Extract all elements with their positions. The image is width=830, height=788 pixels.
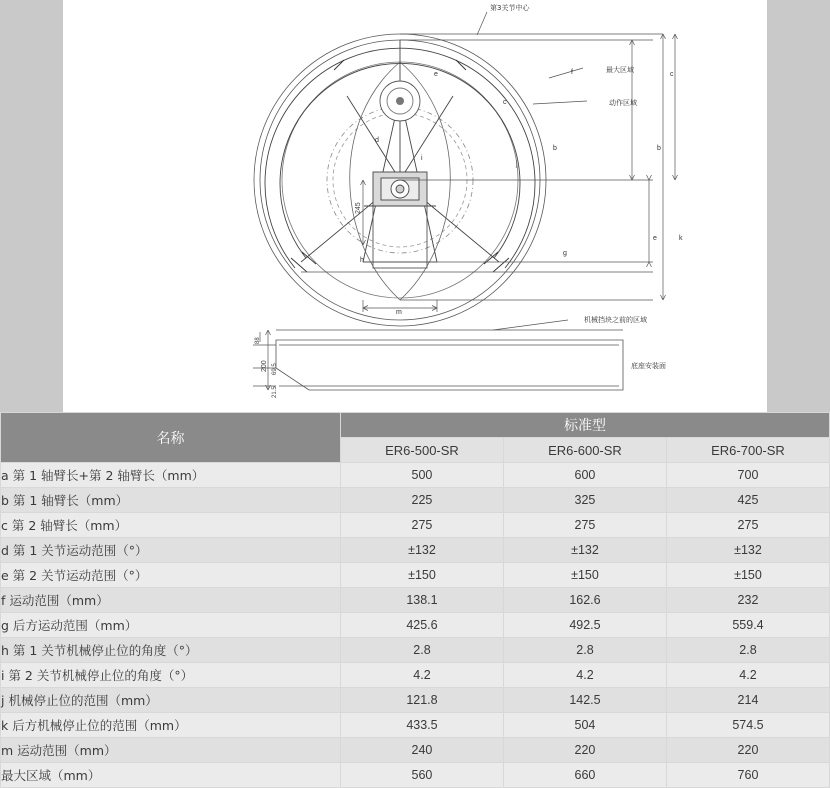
row-value: ±150 — [340, 563, 503, 588]
header-name: 名称 — [1, 413, 341, 463]
header-model-2: ER6-600-SR — [503, 438, 666, 463]
row-value: 232 — [666, 588, 829, 613]
row-value: 600 — [503, 463, 666, 488]
row-value: ±150 — [666, 563, 829, 588]
svg-text:21.5: 21.5 — [272, 386, 278, 398]
row-value: 492.5 — [503, 613, 666, 638]
row-value: 214 — [666, 688, 829, 713]
svg-text:d: d — [375, 137, 379, 144]
row-label: b 第 1 轴臂长（mm） — [1, 488, 341, 513]
row-value: 574.5 — [666, 713, 829, 738]
row-value: 240 — [340, 738, 503, 763]
row-label: g 后方运动范围（mm） — [1, 613, 341, 638]
svg-text:j: j — [516, 161, 518, 168]
row-value: 2.8 — [340, 638, 503, 663]
svg-text:e: e — [653, 235, 657, 242]
svg-text:机械挡块之前的区域: 机械挡块之前的区域 — [584, 316, 647, 324]
svg-text:动作区域: 动作区域 — [609, 99, 637, 107]
table-row — [1, 588, 830, 613]
svg-text:c: c — [503, 99, 507, 106]
table-header-row-1 — [1, 413, 830, 438]
row-value: 220 — [666, 738, 829, 763]
svg-text:k: k — [679, 235, 683, 242]
row-value: 4.2 — [503, 663, 666, 688]
row-value: 4.2 — [666, 663, 829, 688]
table-row — [1, 563, 830, 588]
svg-text:88: 88 — [255, 337, 261, 344]
row-value: 142.5 — [503, 688, 666, 713]
row-value: 2.8 — [503, 638, 666, 663]
row-value: 504 — [503, 713, 666, 738]
row-value: 275 — [340, 513, 503, 538]
table-row — [1, 463, 830, 488]
row-label: f 运动范围（mm） — [1, 588, 341, 613]
table-row — [1, 763, 830, 788]
row-value: 560 — [340, 763, 503, 788]
row-label: c 第 2 轴臂长（mm） — [1, 513, 341, 538]
row-label: 最大区域（mm） — [1, 763, 341, 788]
row-label: k 后方机械停止位的范围（mm） — [1, 713, 341, 738]
svg-text:最大区域: 最大区域 — [606, 66, 634, 74]
svg-text:b: b — [657, 145, 661, 152]
row-label: a 第 1 轴臂长+第 2 轴臂长（mm） — [1, 463, 341, 488]
svg-text:200: 200 — [261, 360, 268, 372]
robot-work-envelope-diagram — [63, 0, 767, 412]
table-row — [1, 663, 830, 688]
table-row — [1, 488, 830, 513]
table-row — [1, 513, 830, 538]
spec-table — [0, 412, 830, 788]
row-label: d 第 1 关节运动范围（°） — [1, 538, 341, 563]
header-model-1: ER6-500-SR — [340, 438, 503, 463]
row-value: 225 — [340, 488, 503, 513]
row-value: 425 — [666, 488, 829, 513]
header-model-3: ER6-700-SR — [666, 438, 829, 463]
svg-text:b: b — [553, 145, 557, 152]
row-value: 138.1 — [340, 588, 503, 613]
table-body — [1, 463, 830, 788]
svg-text:f: f — [571, 69, 573, 76]
row-value: 121.8 — [340, 688, 503, 713]
row-value: 559.4 — [666, 613, 829, 638]
row-value: 325 — [503, 488, 666, 513]
row-value: 425.6 — [340, 613, 503, 638]
row-value: 660 — [503, 763, 666, 788]
row-value: 700 — [666, 463, 829, 488]
row-value: 4.2 — [340, 663, 503, 688]
row-label: j 机械停止位的范围（mm） — [1, 688, 341, 713]
svg-text:第3关节中心: 第3关节中心 — [490, 4, 530, 12]
table-row — [1, 713, 830, 738]
row-value: ±150 — [503, 563, 666, 588]
row-value: 500 — [340, 463, 503, 488]
svg-text:底座安装面: 底座安装面 — [631, 362, 666, 370]
svg-text:i: i — [421, 155, 423, 162]
table-row — [1, 638, 830, 663]
row-label: i 第 2 关节机械停止位的角度（°） — [1, 663, 341, 688]
svg-text:69.5: 69.5 — [272, 363, 278, 375]
table-row — [1, 688, 830, 713]
svg-text:m: m — [396, 309, 402, 316]
svg-text:g: g — [563, 250, 567, 257]
row-value: ±132 — [503, 538, 666, 563]
table-row — [1, 538, 830, 563]
row-value: 162.6 — [503, 588, 666, 613]
svg-text:h: h — [360, 257, 364, 264]
row-value: ±132 — [666, 538, 829, 563]
row-value: 220 — [503, 738, 666, 763]
row-value: ±132 — [340, 538, 503, 563]
row-value: 275 — [666, 513, 829, 538]
row-label: m 运动范围（mm） — [1, 738, 341, 763]
row-value: 275 — [503, 513, 666, 538]
svg-text:245: 245 — [355, 202, 362, 214]
row-value: 760 — [666, 763, 829, 788]
row-label: h 第 1 关节机械停止位的角度（°） — [1, 638, 341, 663]
table-row — [1, 613, 830, 638]
header-standard: 标准型 — [340, 413, 829, 438]
svg-text:e: e — [434, 71, 438, 78]
svg-text:c: c — [670, 71, 674, 78]
table-row — [1, 738, 830, 763]
spec-table-wrap — [0, 412, 830, 788]
row-label: e 第 2 关节运动范围（°） — [1, 563, 341, 588]
row-value: 433.5 — [340, 713, 503, 738]
row-value: 2.8 — [666, 638, 829, 663]
